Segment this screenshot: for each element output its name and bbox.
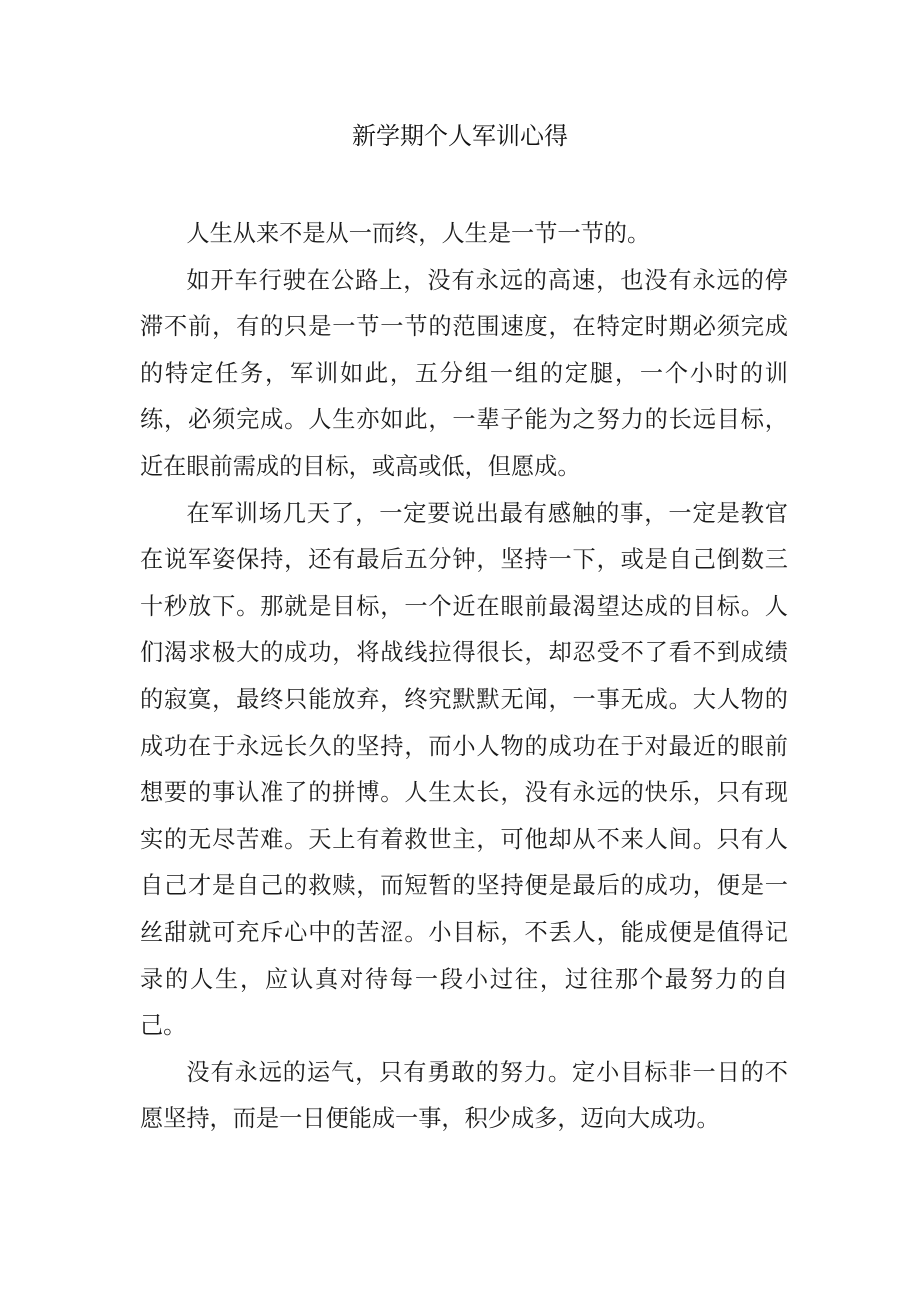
document-body bbox=[140, 211, 788, 1143]
paragraph-2: 如开车行驶在公路上，没有永远的高速，也没有永远的停滞不前，有的只是一节一节的范围速度，在特定时期必须完成的特定任务，军训如此，五分组一组的定腿，一个小时的训练，必须完成。人生亦如此，一辈子能为之努力的长远目标，近在眼前需成的目标，或高或低，但愿成。 bbox=[140, 266, 788, 480]
paragraph-4: 没有永远的运气，只有勇敢的努力。定小目标非一日的不愿坚持，而是一日便能成一事，积少成多，迈向大成功。 bbox=[140, 1058, 788, 1133]
paragraph-1: 人生从来不是从一而终，人生是一节一节的。 bbox=[186, 220, 651, 247]
paragraph-3: 在军训场几天了，一定要说出最有感触的事，一定是教官在说军姿保持，还有最后五分钟，坚持一下，或是自己倒数三十秒放下。那就是目标，一个近在眼前最渴望达成的目标。人们渴求极大的成功，将战线拉得很长，却忍受不了看不到成绩的寂寞，最终只能放弃，终究默默无闻，一事无成。大人物的成功在于永远长久的坚持，而小人物的成功在于对最近的眼前想要的事认准了的拼博。人生太长，没有永远的快乐，只有现实的无尽苦难。天上有着救世主，可他却从不来人间。只有人自己才是自己的救赎，而短暂的坚持便是最后的成功，便是一丝甜就可充斥心中的苦涩。小目标，不丢人，能成便是值得记录的人生，应认真对待每一段小过往，过往那个最努力的自己。 bbox=[140, 499, 788, 1040]
document-title: 新学期个人军训心得 bbox=[352, 122, 568, 150]
